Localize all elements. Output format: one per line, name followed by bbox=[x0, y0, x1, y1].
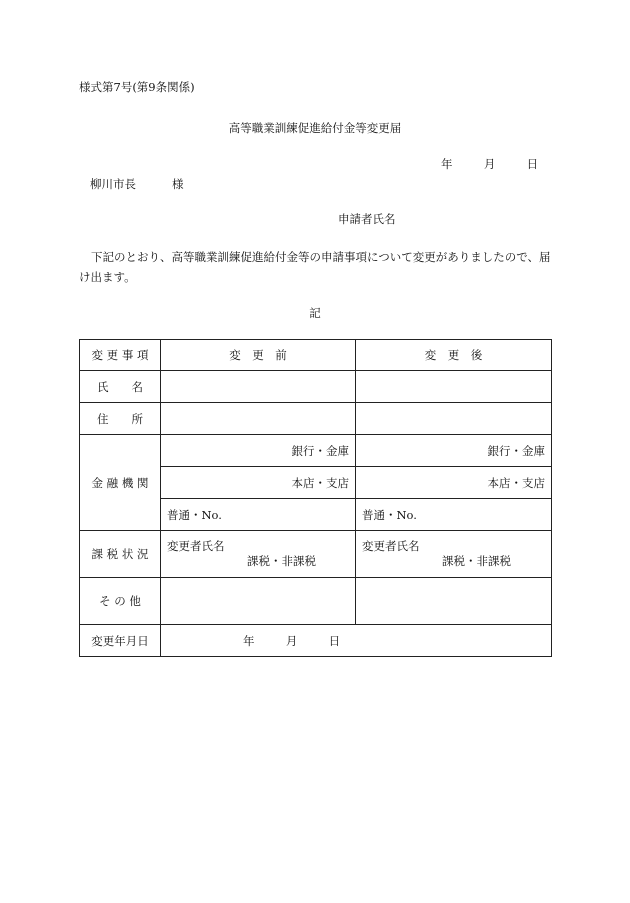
addressee-honorific: 様 bbox=[172, 177, 184, 191]
other-after-field[interactable] bbox=[356, 578, 552, 625]
tax-after-field[interactable] bbox=[356, 531, 552, 578]
address-after-field[interactable] bbox=[356, 403, 552, 435]
row-label-change-date: 変更年月日 bbox=[80, 625, 161, 657]
table-header-row bbox=[80, 340, 552, 371]
branch-after-field[interactable]: 本店・支店 bbox=[356, 467, 552, 499]
branch-before-field[interactable]: 本店・支店 bbox=[161, 467, 356, 499]
document-title: 高等職業訓練促進給付金等変更届 bbox=[228, 121, 402, 135]
change-date-day: 日 bbox=[328, 633, 341, 648]
body-text: 下記のとおり、高等職業訓練促進給付金等の申請事項について変更がありましたので、届け出ます。 bbox=[79, 250, 551, 284]
table-row-bank bbox=[80, 435, 552, 467]
row-label-other: そ の 他 bbox=[80, 578, 161, 625]
change-date-field[interactable] bbox=[161, 625, 552, 657]
name-after-field[interactable] bbox=[356, 371, 552, 403]
table-row-other bbox=[80, 578, 552, 625]
header-change-item: 変 更 事 項 bbox=[80, 340, 161, 371]
header-after: 変 更 後 bbox=[356, 340, 552, 371]
change-date-year: 年 bbox=[243, 633, 255, 648]
tax-status-before: 課税・非課税 bbox=[247, 554, 316, 568]
table-row-change-date bbox=[80, 625, 552, 657]
other-before-field[interactable] bbox=[161, 578, 356, 625]
applicant-name-label: 申請者氏名 bbox=[338, 212, 396, 226]
form-number: 様式第7号(第9条関係) bbox=[79, 80, 195, 94]
date-day-label: 日 bbox=[526, 157, 539, 171]
changer-name-label-before: 変更者氏名 bbox=[167, 539, 225, 553]
account-before-field[interactable]: 普通・No. bbox=[161, 499, 356, 531]
tax-status-after: 課税・非課税 bbox=[442, 554, 511, 568]
table-row-name bbox=[80, 371, 552, 403]
change-date-month: 月 bbox=[285, 633, 298, 648]
row-label-address: 住 所 bbox=[80, 403, 161, 435]
date-year-label: 年 bbox=[441, 157, 453, 171]
date-month-label: 月 bbox=[483, 157, 496, 171]
row-label-tax: 課 税 状 況 bbox=[80, 531, 161, 578]
ki-heading: 記 bbox=[309, 306, 321, 320]
address-before-field[interactable] bbox=[161, 403, 356, 435]
table-row-tax bbox=[80, 531, 552, 578]
bank-after-field[interactable]: 銀行・金庫 bbox=[356, 435, 552, 467]
change-table bbox=[79, 339, 552, 657]
addressee-name: 柳川市長 bbox=[90, 177, 136, 191]
header-before: 変 更 前 bbox=[161, 340, 356, 371]
account-after-field[interactable]: 普通・No. bbox=[356, 499, 552, 531]
table-row-address bbox=[80, 403, 552, 435]
row-label-bank: 金 融 機 関 bbox=[80, 435, 161, 531]
name-before-field[interactable] bbox=[161, 371, 356, 403]
bank-before-field[interactable]: 銀行・金庫 bbox=[161, 435, 356, 467]
submission-date bbox=[441, 156, 538, 172]
addressee bbox=[90, 176, 184, 192]
tax-before-field[interactable] bbox=[161, 531, 356, 578]
changer-name-label-after: 変更者氏名 bbox=[362, 539, 420, 553]
row-label-name: 氏 名 bbox=[80, 371, 161, 403]
